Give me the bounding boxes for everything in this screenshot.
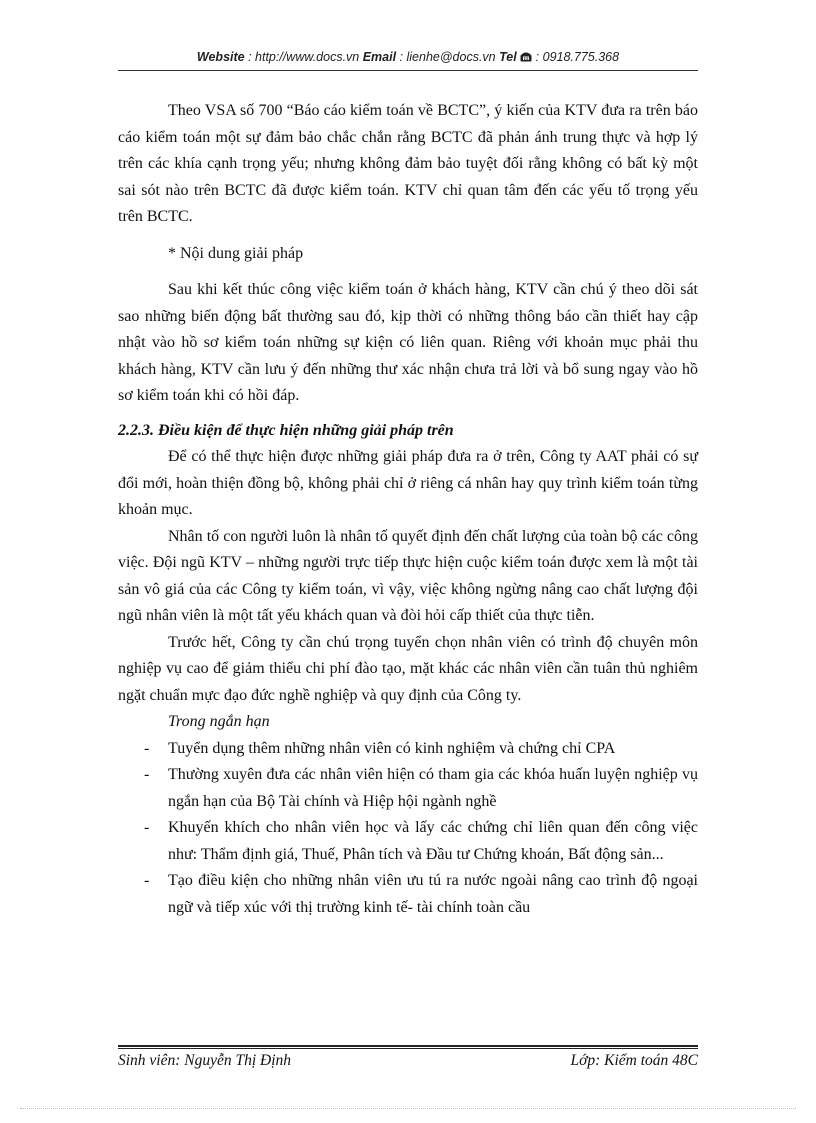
page-bottom-border — [20, 1108, 796, 1109]
email-address[interactable]: : lienhe@docs.vn — [396, 50, 500, 64]
paragraph-vsa700: Theo VSA số 700 “Báo cáo kiểm toán về BCTC”, ý kiến của KTV đưa ra trên báo cáo kiểm toán một sự đảm bảo chắc chắn rằng BCTC đã phản ánh trung thực và hợp lý trên các khía cạnh trọng yếu; nhưng không đảm bảo tuyệt đối rằng không có bất kỳ một sai sót nào trên BCTC đã được kiểm toán. KTV chỉ quan tâm đến các yếu tố trọng yếu trên BCTC. — [118, 102, 698, 225]
short-term-list — [118, 736, 698, 922]
phone-number: : 0918.775.368 — [532, 50, 620, 64]
list-item — [118, 868, 698, 921]
footer-divider-thin — [118, 1048, 698, 1049]
header-divider — [118, 70, 698, 71]
document-body — [118, 98, 698, 921]
short-term-heading: Trong ngắn hạn — [168, 713, 270, 730]
footer-class: Lớp: Kiểm toán 48C — [570, 1052, 698, 1069]
dash-bullet: - — [144, 819, 150, 836]
list-item-text: Tuyển dụng thêm những nhân viên có kinh nghiệm và chứng chỉ CPA — [168, 739, 616, 757]
list-item-text: Thường xuyên đưa các nhân viên hiện có tham gia các khóa huấn luyện nghiệp vụ ngắn hạn của Bộ Tài chính và Hiệp hội ngành nghề — [168, 766, 698, 810]
footer-divider-thick — [118, 1045, 698, 1047]
website-url[interactable]: : http://www.docs.vn — [244, 50, 363, 64]
list-item — [118, 736, 698, 763]
sub-heading-solution: * Nội dung giải pháp — [168, 244, 304, 262]
section-heading: 2.2.3. Điều kiện để thực hiện những giải pháp trên — [118, 421, 454, 439]
dash-bullet: - — [144, 739, 150, 757]
page-header — [118, 50, 698, 64]
list-item-text: Khuyến khích cho nhân viên học và lấy các chứng chỉ liên quan đến công việc như: Thẩm định giá, Thuế, Phân tích và Đầu tư Chứng khoán, Bất động sản... — [168, 819, 698, 863]
email-label: Email — [362, 50, 397, 64]
paragraph-human-factor: Nhân tố con người luôn là nhân tố quyết định đến chất lượng của toàn bộ các công việc. Đội ngũ KTV – những người trực tiếp thực hiện cuộc kiểm toán được xem là một tài sản vô giá của các Công ty kiểm toán, vì vậy, việc không ngừng nâng cao chất lượng đội ngũ nhân viên là một tất yếu khách quan và đòi hỏi cấp thiết của thực tiễn. — [118, 527, 698, 624]
footer-student: Sinh viên: Nguyễn Thị Định — [118, 1052, 292, 1069]
list-item — [118, 815, 698, 868]
phone-icon — [520, 50, 532, 64]
dash-bullet: - — [144, 872, 150, 889]
list-item-text: Tạo điều kiện cho những nhân viên ưu tú ra nước ngoài nâng cao trình độ ngoại ngữ và tiếp xúc với thị trường kinh tế- tài chính toàn cầu — [168, 872, 698, 916]
list-item — [118, 762, 698, 815]
website-label: Website — [196, 50, 245, 64]
paragraph-recruitment: Trước hết, Công ty cần chú trọng tuyển chọn nhân viên có trình độ chuyên môn nghiệp vụ cao để giảm thiểu chi phí đào tạo, mặt khác các nhân viên cần tuân thủ nghiêm ngặt chuẩn mực đạo đức nghề nghiệp và quy định của Công ty. — [118, 633, 698, 704]
paragraph-follow-up: Sau khi kết thúc công việc kiểm toán ở khách hàng, KTV cần chú ý theo dõi sát sao những biến động bất thường sau đó, kịp thời có những thông báo cần thiết hay cập nhật vào hồ sơ kiểm toán những sự kiện có liên quan. Riêng với khoản mục phải thu khách hàng, KTV cần lưu ý đến những thư xác nhận chưa trả lời và bổ sung ngay vào hồ sơ kiểm toán khi có hồi đáp. — [118, 281, 698, 404]
dash-bullet: - — [144, 766, 150, 783]
tel-label: Tel — [499, 50, 517, 64]
paragraph-aat-renewal: Để có thể thực hiện được những giải pháp đưa ra ở trên, Công ty AAT phải có sự đổi mới, hoàn thiện đồng bộ, không phải chỉ ở riêng cá nhân hay quy trình kiểm toán từng khoản mục. — [118, 448, 698, 518]
